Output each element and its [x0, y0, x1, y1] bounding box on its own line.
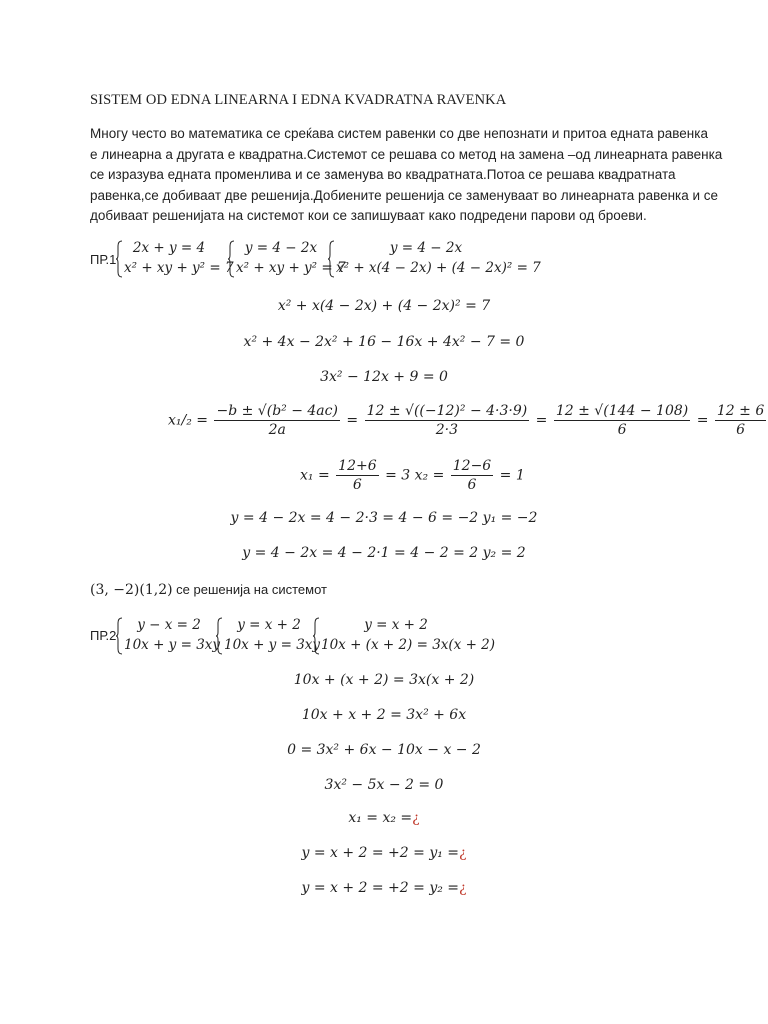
x2-lhs: x₂ =	[414, 467, 445, 484]
equation: 10x + y = 3xy	[124, 637, 221, 653]
solution-text: се решенија на системот	[172, 582, 327, 597]
fraction-numerator: 12−6	[452, 458, 492, 474]
example-1-label: ПР.1	[90, 252, 117, 267]
document-title: SISTEM OD EDNA LINEARNA I EDNA KVADRATNA RAVENKA	[90, 92, 507, 108]
ex1-system-1	[116, 240, 234, 280]
brace-icon	[116, 617, 123, 655]
example-2-label: ПР.2	[90, 628, 117, 643]
equation: y = x + 2	[364, 617, 428, 633]
expression: x₁ = x₂ =	[348, 810, 413, 826]
unknown-marker: ¿	[412, 810, 420, 826]
fraction-numerator: 12 ± √((−12)² − 4·3·9)	[366, 403, 528, 419]
ex1-step-3: 3x² − 12x + 9 = 0	[320, 369, 448, 385]
unknown-marker: ¿	[459, 845, 467, 861]
ex1-step-1: x² + x(4 − 2x) + (4 − 2x)² = 7	[277, 298, 491, 314]
ex2-step-2: 10x + x + 2 = 3x² + 6x	[301, 707, 467, 723]
ex2-y2-line	[0, 880, 768, 896]
fraction-denominator: 6	[352, 477, 362, 493]
paragraph-line: се изразува едната променлива и се заменува во квадратната.Потоа се решава квадратната	[90, 167, 676, 182]
ex1-system-3	[328, 240, 541, 280]
fraction-numerator: −b ± √(b² − 4ac)	[216, 403, 338, 419]
ex1-step-2: x² + 4x − 2x² + 16 − 16x + 4x² − 7 = 0	[243, 334, 525, 350]
fraction-denominator: 2a	[268, 422, 286, 438]
brace-icon	[328, 240, 335, 278]
fraction-denominator: 6	[736, 422, 746, 438]
equation: x² + xy + y² = 7	[124, 260, 234, 276]
fraction-denominator: 6	[467, 477, 477, 493]
x1-value: = 3	[385, 467, 411, 484]
fraction-denominator: 6	[617, 422, 627, 438]
paragraph-line: е линеарна а другата е квадратна.Системот се решава со метод на замена –од линеарната равенка	[90, 146, 723, 162]
paragraph-line: добиваат решенијата на системот кои се запишуваат како подредени парови од броеви.	[90, 208, 647, 223]
paragraph-line: равенка,се добиваат две решенија.Добиените решенија се заменуваат во линеарната равенка и се	[90, 187, 719, 203]
equation: y = x + 2	[237, 617, 301, 633]
brace-icon	[228, 240, 235, 278]
formula-lhs: x₁/₂ =	[168, 412, 209, 429]
fraction-numerator: 12+6	[338, 458, 377, 474]
ex1-system-2	[228, 240, 346, 280]
ex2-step-4: 3x² − 5x − 2 = 0	[324, 777, 444, 793]
unknown-marker: ¿	[459, 880, 467, 896]
expression: y = x + 2 = +2 = y₂ =	[301, 880, 460, 896]
ex2-step-1: 10x + (x + 2) = 3x(x + 2)	[293, 672, 475, 688]
x1-lhs: x₁ =	[300, 467, 330, 484]
equation: y = 4 − 2x	[244, 240, 318, 256]
equation: 10x + (x + 2) = 3x(x + 2)	[321, 637, 496, 653]
intro-paragraph	[90, 124, 723, 227]
equation: 10x + y = 3xy	[224, 637, 321, 653]
quadratic-formula: x₁/₂ = $\frac{\text{−b ± √(b² − 4ac)}}{2a}$ = $\frac{\text{12 ± √((−12)² − 4·3·9)}}{2\cdot 3}$ = $\frac{12 \pm √(144 - 108)}{6}$ = $\frac{12 \pm 6}{6}$	[168, 403, 765, 438]
ex2-system-1	[116, 617, 221, 657]
ex2-step-3: 0 = 3x² + 6x − 10x − x − 2	[287, 742, 481, 758]
brace-icon	[116, 240, 123, 278]
paragraph-line: Многу често во математика се среќава систем равенки со две непознати и притоа едната равенка	[90, 126, 708, 141]
roots-line	[300, 458, 525, 493]
y1-line: y = 4 − 2x = 4 − 2·3 = 4 − 6 = −2 y₁ = −2	[230, 510, 538, 526]
solution-line	[90, 582, 327, 598]
brace-icon	[216, 617, 223, 655]
equation: x² + x(4 − 2x) + (4 − 2x)² = 7	[336, 260, 541, 276]
ex2-system-2	[216, 617, 321, 657]
equation: y = 4 − 2x	[389, 240, 463, 256]
equation: x² + xy + y² = 7	[236, 260, 346, 276]
equation: y − x = 2	[137, 617, 201, 633]
expression: y = x + 2 = +2 = y₁ =	[301, 845, 460, 861]
fraction-numerator: 12 ± 6	[716, 403, 765, 419]
x2-value: = 1	[499, 467, 525, 484]
ex2-system-3	[313, 617, 496, 657]
ex2-y1-line	[0, 845, 768, 861]
y2-line: y = 4 − 2x = 4 − 2·1 = 4 − 2 = 2 y₂ = 2	[242, 545, 526, 561]
ex2-x-roots	[0, 810, 768, 826]
solution-pairs: (3, −2)(1,2)	[90, 582, 173, 598]
brace-icon	[313, 617, 320, 655]
fraction-denominator: 2·3	[435, 422, 459, 438]
fraction-numerator: 12 ± √(144 − 108)	[555, 403, 689, 419]
equation: 2x + y = 4	[132, 240, 206, 256]
